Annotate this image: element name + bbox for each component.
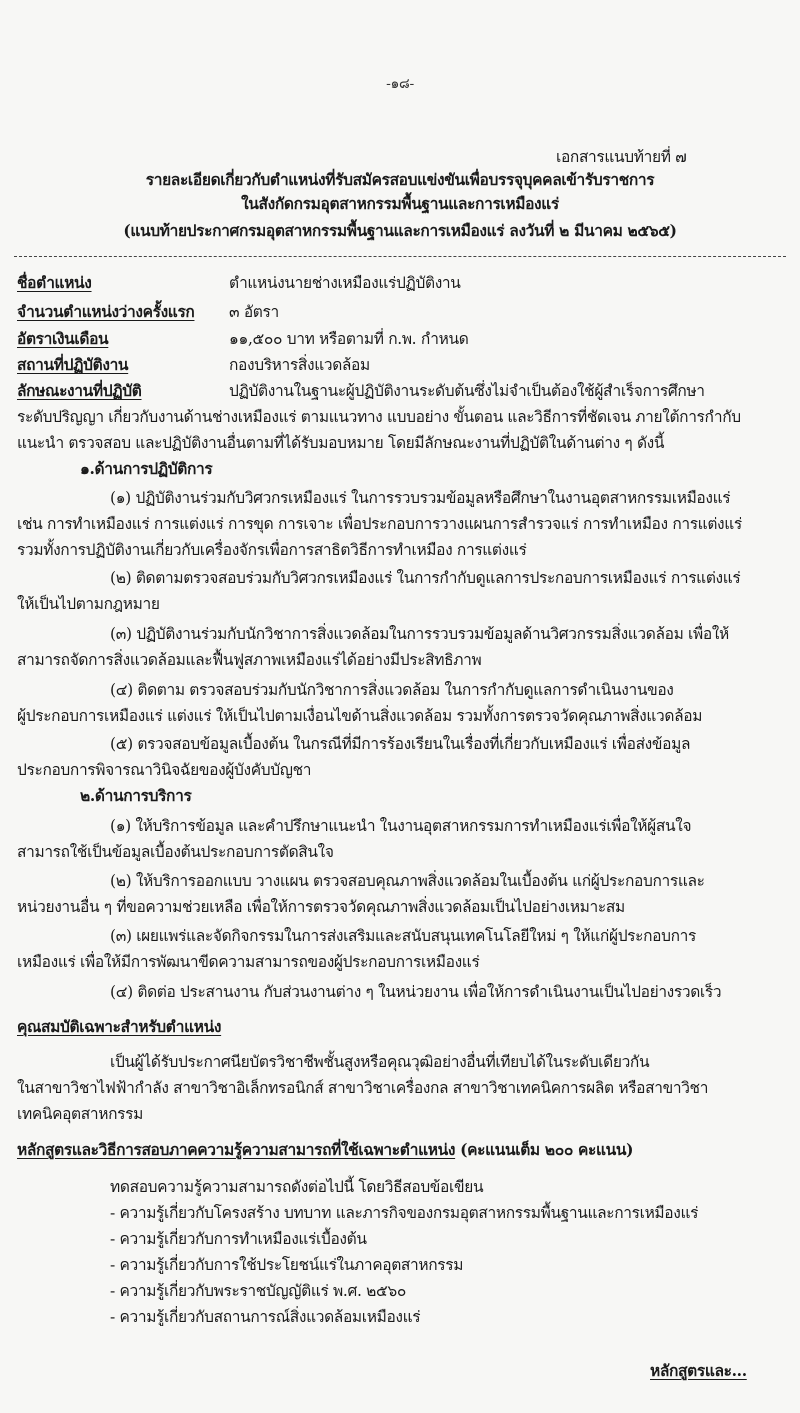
exam-item-3: - ความรู้เกี่ยวกับการใช้ประโยชน์แร่ในภาคอุตสาหกรรม xyxy=(110,1256,464,1274)
page-number: -๑๘- xyxy=(386,76,414,92)
s1-item-5-line-2: ประกอบการพิจารณาวินิจฉัยของผู้บังคับบัญชา xyxy=(17,761,312,779)
job-nature-line-2: ระดับปริญญา เกี่ยวกับงานด้านช่างเหมืองแร่ ตามแนวทาง แบบอย่าง ขั้นตอน และวิธีการที่ชัดเจน ภายใต้การกำกับ xyxy=(17,408,741,426)
section-2-heading: ๒.ด้านการบริการ xyxy=(80,786,192,805)
s2-item-4-line-1: (๔) ติดต่อ ประสานงาน กับส่วนงานต่าง ๆ ในหน่วยงาน เพื่อให้การดำเนินงานเป็นไปอย่างรวดเร็ว xyxy=(110,983,722,1001)
exam-heading-score: (คะแนนเต็ม ๒๐๐ คะแนน) xyxy=(460,1140,634,1159)
job-nature-line-1: ปฏิบัติงานในฐานะผู้ปฏิบัติงานระดับต้นซึ่งไม่จำเป็นต้องใช้ผู้สำเร็จการศึกษา xyxy=(229,382,705,400)
qualification-line-2: ในสาขาวิชาไฟฟ้ากำลัง สาขาวิชาอิเล็กทรอนิกส์ สาขาวิชาเครื่องกล สาขาวิชาเทคนิคการผลิต หรือสาขาวิชา xyxy=(17,1079,709,1097)
exam-item-5: - ความรู้เกี่ยวกับสถานการณ์สิ่งแวดล้อมเหมืองแร่ xyxy=(110,1308,421,1326)
title-line-3: (แนบท้ายประกาศกรมอุตสาหกรรมพื้นฐานและการเหมืองแร่ ลงวันที่ ๒ มีนาคม ๒๕๖๕) xyxy=(123,221,677,240)
exam-intro: ทดสอบความรู้ความสามารถดังต่อไปนี้ โดยวิธีสอบข้อเขียน xyxy=(110,1178,484,1196)
qualification-heading: คุณสมบัติเฉพาะสำหรับตำแหน่ง xyxy=(17,1017,222,1036)
label-job-nature: ลักษณะงานที่ปฏิบัติ xyxy=(17,381,142,400)
s1-item-1-line-1: (๑) ปฏิบัติงานร่วมกับวิศวกรเหมืองแร่ ในการรวบรวมข้อมูลหรือศึกษาในงานอุตสาหกรรมเหมืองแร่ xyxy=(110,489,731,507)
qualification-line-1: เป็นผู้ได้รับประกาศนียบัตรวิชาชีพชั้นสูงหรือคุณวุฒิอย่างอื่นที่เทียบได้ในระดับเดียวกัน xyxy=(110,1053,650,1071)
label-salary: อัตราเงินเดือน xyxy=(17,329,109,348)
s1-item-2-line-2: ให้เป็นไปตามกฎหมาย xyxy=(17,595,160,613)
section-1-heading: ๑.ด้านการปฏิบัติการ xyxy=(80,459,213,478)
title-line-2: ในสังกัดกรมอุตสาหกรรมพื้นฐานและการเหมืองแร่ xyxy=(241,194,559,213)
qualification-line-3: เทคนิคอุตสาหกรรม xyxy=(17,1105,143,1123)
value-salary: ๑๑,๕๐๐ บาท หรือตามที่ ก.พ. กำหนด xyxy=(229,330,469,348)
label-vacancy: จำนวนตำแหน่งว่างครั้งแรก xyxy=(17,302,195,321)
value-workplace: กองบริหารสิ่งแวดล้อม xyxy=(229,356,370,374)
exam-heading-row xyxy=(17,1140,633,1160)
s1-item-2-line-1: (๒) ติดตามตรวจสอบร่วมกับวิศวกรเหมืองแร่ ในการกำกับดูแลการประกอบการเหมืองแร่ การแต่งแร่ xyxy=(110,569,741,587)
s2-item-2-line-1: (๒) ให้บริการออกแบบ วางแผน ตรวจสอบคุณภาพสิ่งแวดล้อมในเบื้องต้น แก่ผู้ประกอบการและ xyxy=(110,872,705,890)
title-line-1: รายละเอียดเกี่ยวกับตำแหน่งที่รับสมัครสอบแข่งขันเพื่อบรรจุบุคคลเข้ารับราชการ xyxy=(145,170,655,189)
s1-item-4-line-2: ผู้ประกอบการเหมืองแร่ แต่งแร่ ให้เป็นไปตามเงื่อนไขด้านสิ่งแวดล้อม รวมทั้งการตรวจวัดคุณภาพสิ่งแวดล้อม xyxy=(17,707,703,725)
exam-item-2: - ความรู้เกี่ยวกับการทำเหมืองแร่เบื้องต้น xyxy=(110,1230,367,1248)
label-position-name: ชื่อตำแหน่ง xyxy=(17,273,92,292)
divider xyxy=(14,256,786,257)
s2-item-1-line-1: (๑) ให้บริการข้อมูล และคำปรึกษาแนะนำ ในงานอุตสาหกรรมการทำเหมืองแร่เพื่อให้ผู้สนใจ xyxy=(110,817,692,835)
exam-item-4: - ความรู้เกี่ยวกับพระราชบัญญัติแร่ พ.ศ. ๒๕๖๐ xyxy=(110,1282,406,1300)
s2-item-2-line-2: หน่วยงานอื่น ๆ ที่ขอความช่วยเหลือ เพื่อให้การตรวจวัดคุณภาพสิ่งแวดล้อมเป็นไปอย่างเหมาะสม xyxy=(17,898,625,916)
job-nature-line-3: แนะนำ ตรวจสอบ และปฏิบัติงานอื่นตามที่ได้รับมอบหมาย โดยมีลักษณะงานที่ปฏิบัติในด้านต่าง ๆ ดังนี้ xyxy=(17,434,665,452)
exam-item-1: - ความรู้เกี่ยวกับโครงสร้าง บทบาท และภารกิจของกรมอุตสาหกรรมพื้นฐานและการเหมืองแร่ xyxy=(110,1204,699,1222)
exam-heading: หลักสูตรและวิธีการสอบภาคความรู้ความสามารถที่ใช้เฉพาะตำแหน่ง xyxy=(17,1140,456,1159)
value-position-name: ตำแหน่งนายช่างเหมืองแร่ปฏิบัติงาน xyxy=(229,274,461,292)
s1-item-1-line-2: เช่น การทำเหมืองแร่ การแต่งแร่ การขุด การเจาะ เพื่อประกอบการวางแผนการสำรวจแร่ การทำเหมือง การแต่งแร่ xyxy=(17,515,742,533)
s1-item-1-line-3: รวมทั้งการปฏิบัติงานเกี่ยวกับเครื่องจักรเพื่อการสาธิตวิธีการทำเหมือง การแต่งแร่ xyxy=(17,541,527,559)
s2-item-3-line-1: (๓) เผยแพร่และจัดกิจกรรมในการส่งเสริมและสนับสนุนเทคโนโลยีใหม่ ๆ ให้แก่ผู้ประกอบการ xyxy=(110,927,696,945)
s1-item-4-line-1: (๔) ติดตาม ตรวจสอบร่วมกับนักวิชาการสิ่งแวดล้อม ในการกำกับดูแลการดำเนินงานของ xyxy=(110,681,674,699)
s1-item-5-line-1: (๕) ตรวจสอบข้อมูลเบื้องต้น ในกรณีที่มีการร้องเรียนในเรื่องที่เกี่ยวกับเหมืองแร่ เพื่อส่งข้อมูล xyxy=(110,735,691,753)
value-vacancy: ๓ อัตรา xyxy=(229,303,279,321)
s1-item-3-line-1: (๓) ปฏิบัติงานร่วมกับนักวิชาการสิ่งแวดล้อมในการรวบรวมข้อมูลด้านวิศวกรรมสิ่งแวดล้อม เพื่อให้ xyxy=(110,625,729,643)
s2-item-3-line-2: เหมืองแร่ เพื่อให้มีการพัฒนาขีดความสามารถของผู้ประกอบการเหมืองแร่ xyxy=(17,953,480,971)
attachment-label: เอกสารแนบท้ายที่ ๗ xyxy=(556,148,687,166)
s2-item-1-line-2: สามารถใช้เป็นข้อมูลเบื้องต้นประกอบการตัดสินใจ xyxy=(17,843,334,861)
continued-marker: หลักสูตรและ... xyxy=(650,1361,747,1380)
s1-item-3-line-2: สามารถจัดการสิ่งแวดล้อมและฟื้นฟูสภาพเหมืองแร่ได้อย่างมีประสิทธิภาพ xyxy=(17,651,482,669)
label-workplace: สถานที่ปฏิบัติงาน xyxy=(17,355,129,374)
